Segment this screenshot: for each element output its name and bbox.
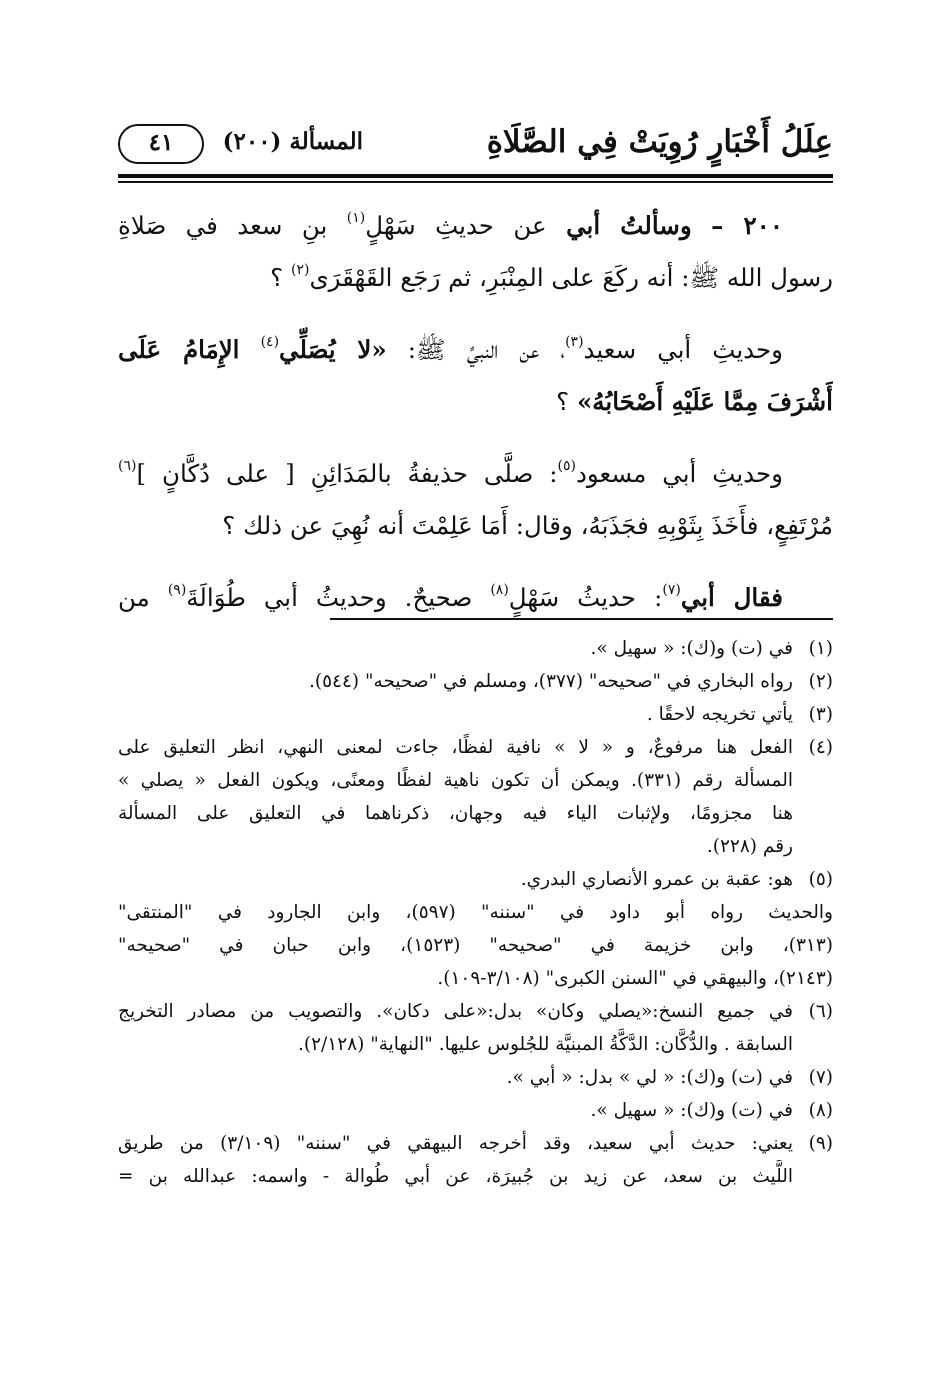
page-number: ٤١: [118, 124, 204, 164]
text-line: [118, 324, 833, 376]
text-span: مُرْتَفِعٍ، فأَخَذَ بِثَوْبِهِ فجَذَبَهُ، وقال: أَمَا عَلِمْتَ أنه نُهِيَ عن ذلك ؟: [222, 511, 833, 540]
text-span: : حديثُ سَهْلٍ: [508, 583, 663, 612]
footnote-line: اللَّيث بن سعد، عن زيد بن جُبيرَة، عن أبي طُوالة - واسمه: عبدالله بن =: [118, 1166, 793, 1187]
footnote-rule: [330, 618, 833, 620]
footnote-ref[interactable]: (٨): [490, 582, 509, 598]
footnote: [118, 731, 833, 863]
footnote-ref[interactable]: (٦): [118, 458, 137, 474]
footnote-ref[interactable]: (٣): [565, 334, 584, 350]
question-lead: وسألتُ أبي: [566, 211, 692, 240]
footnote: [118, 995, 833, 1061]
footnote: [118, 665, 833, 698]
footnote-ref[interactable]: (٩): [167, 582, 187, 598]
footnote-number: (٩): [808, 1133, 833, 1154]
footnote-line: رواه البخاري في "صحيحه" (٣٧٧)، ومسلم في "صحيحه" (٥٤٤).: [309, 671, 793, 692]
footnote-line: هو: عقبة بن عمرو الأنصاري البدري.: [520, 869, 793, 890]
text-line: [118, 500, 833, 552]
text-span: وحديثِ أبي سعيد: [583, 335, 784, 364]
footnote-number: (١): [808, 638, 833, 659]
footnote-ref[interactable]: (٧): [662, 582, 681, 598]
footnote: [118, 698, 833, 731]
footnote-line: في (ت) و(ك): « سهيل ».: [590, 638, 793, 659]
footnote-line: (٣١٣)، وابن خزيمة في "صحيحه" (١٥٢٣)، وابن حبان في "صحيحه": [118, 935, 833, 956]
footnote-line: (٢١٤٣)، والبيهقي في "السنن الكبرى" (٣/١٠٨-١٠٩).: [437, 968, 833, 989]
text-span: عن حديثِ سَهْلٍ: [365, 211, 547, 240]
footnote-number: (٨): [808, 1100, 833, 1121]
text-span: من: [118, 583, 150, 612]
footnote: [118, 1094, 833, 1127]
header-rule-thick: [118, 174, 833, 178]
footnote-number: (٣): [808, 704, 833, 725]
footnote-line: السابقة . والدُّكَّان: الدَّكَّةُ المبنيَّة للجُلوس عليها. "النهاية" (٢/١٢٨).: [298, 1034, 793, 1055]
footnote: [118, 1061, 833, 1094]
issue-number: ٢٠٠ –: [711, 211, 783, 240]
text-line: [118, 252, 833, 304]
issue-label: المسألة (٢٠٠): [222, 128, 363, 155]
footnote: [118, 632, 833, 665]
text-span: وحديثِ أبي مسعود: [575, 459, 783, 488]
footnote-line: هنا مجزومًا، ولإثبات الياء فيه وجهان، ذكرناهما في التعليق على المسألة: [118, 803, 793, 824]
footnote-ref[interactable]: (٤): [260, 334, 280, 350]
text-line: [118, 200, 833, 252]
footnote-ref[interactable]: (١): [346, 210, 366, 226]
text-span: ؟: [270, 263, 284, 292]
running-header: [118, 122, 833, 170]
header-rule-thin: [118, 181, 833, 183]
footnote-line: في (ت) و(ك): « لي » بدل: « أبي ».: [506, 1067, 793, 1088]
answer-lead: فقال أبي: [680, 583, 783, 612]
footnote-line: المسألة رقم (٣٣١). ويمكن أن تكون ناهية لفظًا ومعنًى، ويكون الفعل « يصلي »: [118, 770, 793, 791]
text-span: : صلَّى حذيفةُ بالمَدَائِنِ [ على دُكَّانٍ ]: [136, 459, 558, 488]
book-title: عِلَلُ أَخْبَارٍ رُوِيَتْ فِي الصَّلَاةِ: [486, 124, 833, 160]
footnote-line: الفعل هنا مرفوعٌ، و « لا » نافية لفظًا، جاءت لمعنى النهي، انظر التعليق على: [118, 737, 793, 758]
footnote-line: والحديث رواه أبو داود في "سننه" (٥٩٧)، وابن الجارود في "المنتقى": [118, 902, 833, 923]
main-text: [118, 200, 833, 624]
footnote-ref[interactable]: (٢): [290, 262, 310, 278]
footnote-line: يعني: حديث أبي سعيد، وقد أخرجه البيهقي في "سننه" (٣/١٠٩) من طريق: [118, 1133, 793, 1154]
footnote-number: (٦): [808, 1001, 833, 1022]
footnote-number: (٧): [808, 1067, 833, 1088]
footnote-ref[interactable]: (٥): [557, 458, 576, 474]
footnote-line: رقم (٢٢٨).: [706, 836, 793, 857]
hadith-text: «لا يُصَلِّي: [279, 335, 387, 364]
text-line: [118, 376, 833, 428]
footnote-line: في (ت) و(ك): « سهيل ».: [590, 1100, 793, 1121]
hadith-text: أَشْرَفَ مِمَّا عَلَيْهِ أَصْحَابُهُ»: [576, 387, 833, 416]
text-line: [118, 448, 833, 500]
footnote-number: (٥): [808, 869, 833, 890]
footnotes: [118, 632, 833, 1193]
footnote: [118, 1127, 833, 1193]
footnote-line: في جميع النسخ:«يصلي وكان» بدل:«على دكان». والتصويب من مصادر التخريج: [118, 1001, 793, 1022]
footnote: [118, 863, 833, 995]
footnote-number: (٤): [808, 737, 833, 758]
text-span: ، عن النبيِّ ﷺ:: [407, 335, 566, 364]
text-span: ؟: [556, 387, 570, 416]
hadith-text: الإِمَامُ عَلَى: [118, 335, 240, 364]
footnote-line: يأتي تخريجه لاحقًا .: [646, 704, 793, 725]
text-span: بنِ سعد في صَلاةِ: [118, 211, 328, 240]
text-line: [118, 572, 833, 624]
text-span: رسول الله ﷺ: أنه ركَعَ على المِنْبَرِ، ثم رَجَع القَهْقَرَى: [309, 263, 833, 292]
footnote-number: (٢): [808, 671, 833, 692]
text-span: صحيحٌ. وحديثُ أبي طُوَالَةَ: [186, 583, 473, 612]
